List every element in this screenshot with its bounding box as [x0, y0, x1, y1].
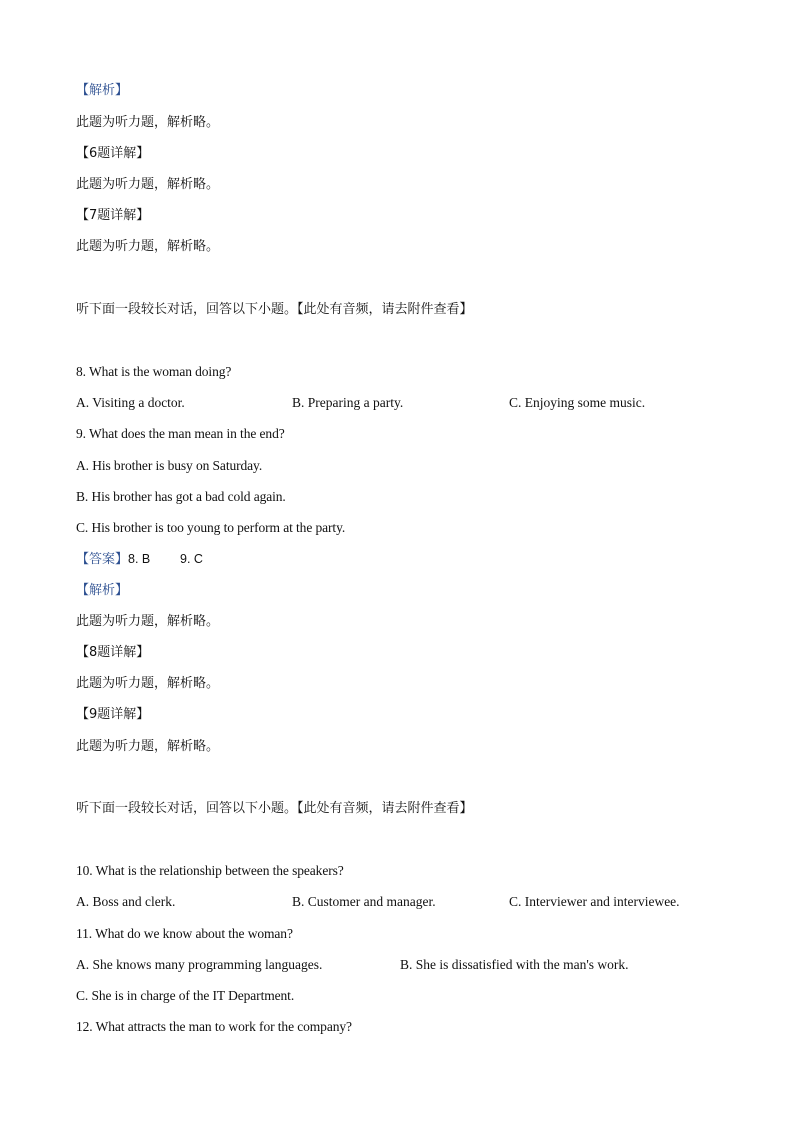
answer-9: 9. C	[180, 552, 203, 566]
q8-detail-heading: 【8题详解】	[76, 645, 150, 660]
q10-option-a: A. Boss and clerk.	[76, 894, 176, 909]
q7-detail-heading: 【7题详解】	[76, 208, 150, 223]
q8-stem: 8. What is the woman doing?	[76, 364, 232, 379]
q9-detail-text: 此题为听力题，解析略。	[76, 739, 220, 754]
q8-option-a: A. Visiting a doctor.	[76, 395, 185, 410]
q11-option-a: A. She knows many programming languages.	[76, 957, 323, 972]
q10-option-b: B. Customer and manager.	[292, 894, 436, 909]
listening-intro-2: 听下面一段较长对话，回答以下小题。【此处有音频，请去附件查看】	[76, 801, 473, 816]
analysis-text-2: 此题为听力题，解析略。	[76, 614, 220, 629]
answer-8: 8. B	[128, 552, 151, 566]
q10-option-c: C. Interviewer and interviewee.	[509, 894, 680, 909]
answer-row	[76, 550, 150, 569]
q6-detail-heading: 【6题详解】	[76, 146, 150, 161]
analysis-heading-2: 【解析】	[76, 583, 129, 598]
q9-detail-heading: 【9题详解】	[76, 707, 150, 722]
listening-intro: 听下面一段较长对话，回答以下小题。【此处有音频，请去附件查看】	[76, 302, 473, 317]
analysis-heading: 【解析】	[76, 83, 129, 98]
q12-stem: 12. What attracts the man to work for the company?	[76, 1019, 352, 1034]
q11-option-b: B. She is dissatisfied with the man's work.	[400, 957, 629, 972]
q9-option-c: C. His brother is too young to perform at the party.	[76, 520, 346, 535]
q9-stem: 9. What does the man mean in the end?	[76, 426, 285, 441]
q11-stem: 11. What do we know about the woman?	[76, 926, 293, 941]
q9-option-b: B. His brother has got a bad cold again.	[76, 489, 286, 504]
q10-stem: 10. What is the relationship between the speakers?	[76, 863, 344, 878]
answer-label: 【答案】	[76, 552, 129, 567]
q8-option-c: C. Enjoying some music.	[509, 395, 646, 410]
q9-option-a: A. His brother is busy on Saturday.	[76, 458, 263, 473]
analysis-text: 此题为听力题，解析略。	[76, 115, 220, 130]
q8-option-b: B. Preparing a party.	[292, 395, 404, 410]
q8-detail-text: 此题为听力题，解析略。	[76, 676, 220, 691]
q7-detail-text: 此题为听力题，解析略。	[76, 239, 220, 254]
q6-detail-text: 此题为听力题，解析略。	[76, 177, 220, 192]
q11-option-c: C. She is in charge of the IT Department.	[76, 988, 295, 1003]
